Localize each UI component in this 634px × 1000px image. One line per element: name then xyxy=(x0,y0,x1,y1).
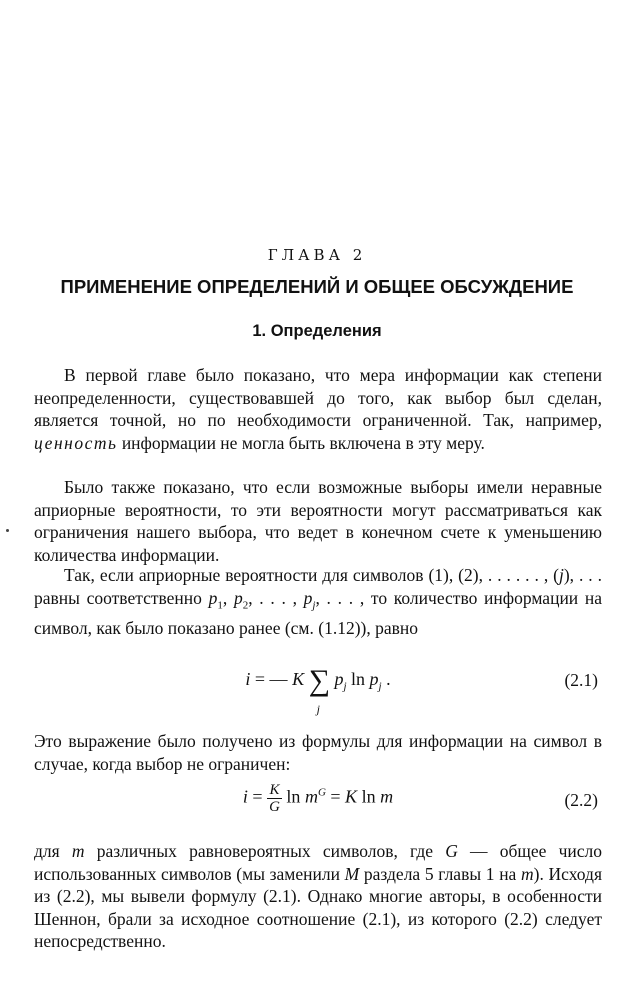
equation-2-1 xyxy=(34,656,602,716)
equation-2-2-number: (2.2) xyxy=(564,790,598,810)
paragraph-2: Было также показано, что если возможные выборы имели неравные априорные вероятности, то эти вероятности могут рассматриваться как ограничения нашего выбора, что ведет в конечном счете к уменьшению количества информации. xyxy=(34,477,602,565)
paragraph-3-text-c: , то количество информации на символ, как было показано ранее (см. (1.12)), равно xyxy=(34,587,603,638)
paragraph-5-m1: m xyxy=(71,841,85,861)
paragraph-3-text-b: ), . . . равны соответственно xyxy=(34,565,603,608)
paragraph-1-emphasis: ценность xyxy=(34,432,118,453)
probability-list: $p_1$, $p_2$, . . . , $p_j$, . . . xyxy=(208,587,360,611)
paragraph-1-text-start: В первой главе было показано, что мера информации как степени неопределенности, существовавшей до того, как выбор был сделан, является точной, но по необходимости ограниченной. Так, например, xyxy=(34,365,602,430)
section-title: 1. Определения xyxy=(252,322,382,340)
paragraph-3-j: j xyxy=(558,565,564,585)
paragraph-1-text-end: информации не могла быть включена в эту меру. xyxy=(117,432,485,453)
equation-2-1-number: (2.1) xyxy=(564,670,598,690)
chapter-title: ПРИМЕНЕНИЕ ОПРЕДЕЛЕНИЙ И ОБЩЕЕ ОБСУЖДЕНИЕ xyxy=(60,276,574,297)
paragraph-5-M: M xyxy=(344,863,360,884)
paragraph-5 xyxy=(34,840,602,953)
paragraph-5-text-b: различных равновероятных символов, где xyxy=(84,841,446,861)
chapter-label: ГЛАВА 2 xyxy=(267,246,367,264)
paragraph-5-text-d: раздела 5 главы 1 на xyxy=(359,863,522,884)
paragraph-4: Это выражение было получено из формулы для информации на символ в случае, когда выбор не ограничен: xyxy=(34,731,602,774)
equation-2-2-formula: i = $\frac{K}{G}$ $\ln m^G = K$ ln m xyxy=(242,782,394,815)
paragraph-5-text-c: — общее число использованных символов (мы заменили xyxy=(34,841,603,884)
paragraph-5-G: G xyxy=(445,841,458,861)
margin-mark xyxy=(6,529,9,532)
paragraph-5-m2: m xyxy=(521,863,534,884)
paragraph-3-text-a: Так, если априорные вероятности для символов (1), (2), . . . . . . , ( xyxy=(64,565,559,585)
paragraph-3 xyxy=(34,564,602,639)
equation-2-2 xyxy=(34,776,602,836)
paragraph-1 xyxy=(34,364,602,454)
paragraph-5-text-a: для xyxy=(34,841,72,861)
paragraph-5-text-e: ). Исходя из (2.2), мы вывели формулу (2.1). Однако многие авторы, в особенности Шеннон, брали за исходное соотношение (2.1), из которого (2.2) следует непосредственно. xyxy=(34,863,602,951)
equation-2-1-formula: i = — K ∑ j $p_j$ $\ln p_j$ . xyxy=(245,664,391,716)
